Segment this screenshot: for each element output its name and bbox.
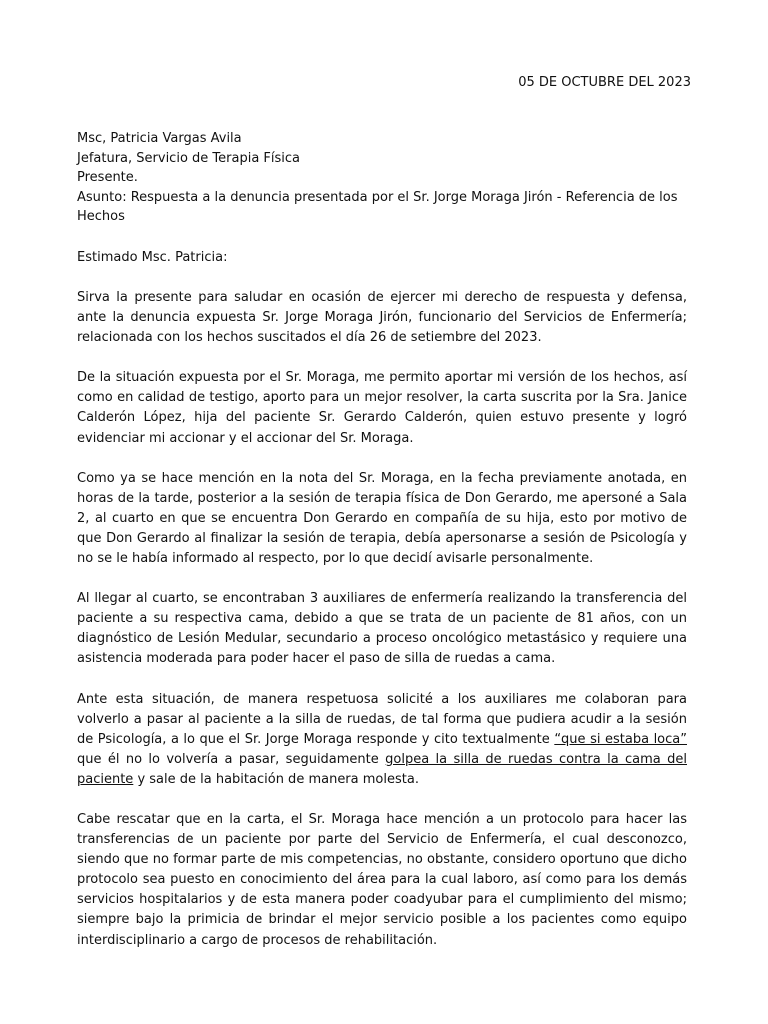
paragraph-5-text-2: que él no lo volvería a pasar, seguidamente	[77, 751, 386, 767]
paragraph-3: Como ya se hace mención en la nota del Sr. Moraga, en la fecha previamente anotada, en horas de la tarde, posterior a la sesión de terapia física de Don Gerardo, me apersoné a Sala 2, al cuarto en que se encuentra Don Gerardo en compañía de su hija, esto por motivo de que Don Gerardo al finalizar la sesión de terapia, debía apersonarse a sesión de Psicología y no se le había informado al respecto, por lo que decidí avisarle personalmente.	[77, 470, 687, 567]
paragraph-5-underlined: golpea la silla de ruedas contra la cama del paciente	[77, 751, 687, 787]
letter-date: 05 DE OCTUBRE DEL 2023	[518, 75, 691, 90]
recipient-name: Msc, Patricia Vargas Avila	[77, 131, 242, 146]
recipient-presente: Presente.	[77, 170, 138, 185]
paragraph-6: Cabe rescatar que en la carta, el Sr. Moraga hace mención a un protocolo para hacer las transferencias de un paciente por parte del Servicio de Enfermería, el cual desconozco, siendo que no formar parte de mis competencias, no obstante, considero oportuno que dicho protocolo sea puesto en conocimiento del área para la cual laboro, así como para los demás servicios hospitalarios y de esta manera poder coadyubar para el cumplimiento del mismo; siempre bajo la primicia de brindar el mejor servicio posible a los pacientes como equipo interdisciplinario a cargo de procesos de rehabilitación.	[77, 811, 687, 948]
letter-body	[77, 288, 687, 971]
recipient-block	[77, 129, 687, 227]
letter-subject: Asunto: Respuesta a la denuncia presentada por el Sr. Jorge Moraga Jirón - Referencia de los Hechos	[77, 189, 678, 224]
paragraph-5	[77, 690, 687, 790]
recipient-department: Jefatura, Servicio de Terapia Física	[77, 150, 301, 166]
greeting: Estimado Msc. Patricia:	[77, 250, 228, 265]
paragraph-5-text-3: y sale de la habitación de manera molesta.	[133, 771, 419, 787]
paragraph-4: Al llegar al cuarto, se encontraban 3 auxiliares de enfermería realizando la transferencia del paciente a su respectiva cama, debido a que se trata de un paciente de 81 años, con un diagnóstico de Lesión Medular, secundario a proceso oncológico metastásico y requiere una asistencia moderada para poder hacer el paso de silla de ruedas a cama.	[77, 591, 687, 667]
paragraph-5-quote: “que si estaba loca”	[554, 731, 687, 747]
paragraph-5-text-1: Ante esta situación, de manera respetuosa solicité a los auxiliares me colaboran para volverlo a pasar al paciente a la silla de ruedas, de tal forma que pudiera acudir a la sesión de Psicología, a lo que el Sr. Jorge Moraga responde y cito textualmente	[77, 691, 687, 747]
paragraph-2: De la situación expuesta por el Sr. Moraga, me permito aportar mi versión de los hechos, así como en calidad de testigo, aporto para un mejor resolver, la carta suscrita por la Sra. Janice Calderón López, hija del paciente Sr. Gerardo Calderón, quien estuvo presente y logró evidenciar mi accionar y el accionar del Sr. Moraga.	[77, 370, 687, 446]
paragraph-1: Sirva la presente para saludar en ocasión de ejercer mi derecho de respuesta y defensa, ante la denuncia expuesta Sr. Jorge Moraga Jirón, funcionario del Servicios de Enfermería; relacionada con los hechos suscitados el día 26 de setiembre del 2023.	[77, 290, 687, 346]
